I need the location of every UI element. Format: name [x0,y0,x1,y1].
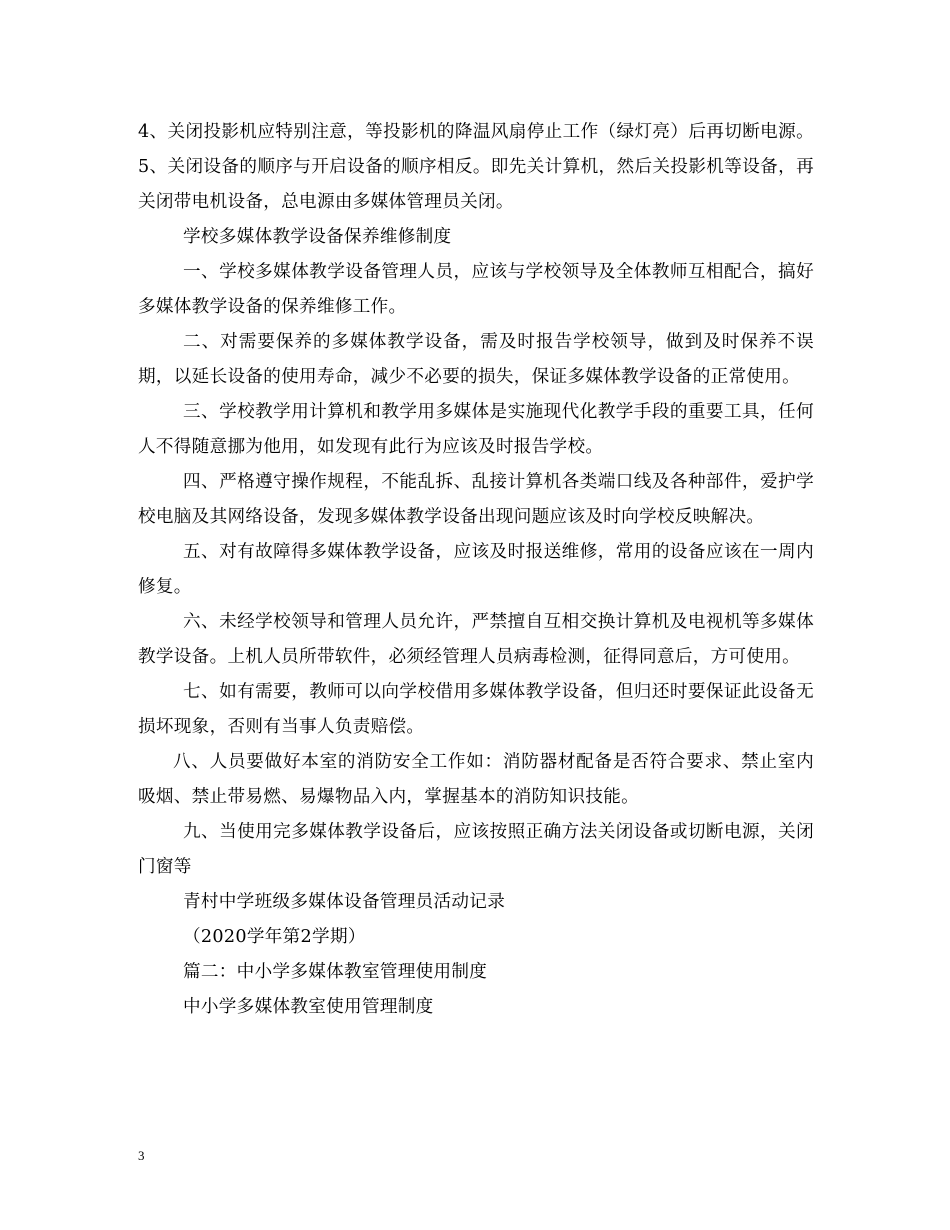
record-term: （2020学年第2学期） [183,927,366,947]
page-number: 3 [138,1148,145,1163]
rule-item-7: 七、如有需要，教师可以向学校借用多媒体教学设备，但归还时要保证此设备无损坏现象，否则有当事人负责赔偿。 [138,682,814,737]
rule-item-1: 一、学校多媒体教学设备管理人员，应该与学校领导及全体教师互相配合，搞好多媒体教学设备的保养维修工作。 [138,262,814,317]
chapter-subtitle: 中小学多媒体教室使用管理制度 [183,997,434,1017]
section-title-maintenance: 学校多媒体教学设备保养维修制度 [183,227,452,247]
rule-item-9: 九、当使用完多媒体教学设备后，应该按照正确方法关闭设备或切断电源，关闭门窗等 [138,822,814,877]
rule-item-3: 三、学校教学用计算机和教学用多媒体是实施现代化教学手段的重要工具，任何人不得随意挪为他用，如发现有此行为应该及时报告学校。 [138,402,814,457]
document-body [138,115,814,1025]
rule-item-5: 五、对有故障得多媒体教学设备，应该及时报送维修，常用的设备应该在一周内修复。 [138,542,814,597]
rule-item-8: 八、人员要做好本室的消防安全工作如：消防器材配备是否符合要求、禁止室内吸烟、禁止带易燃、易爆物品入内，掌握基本的消防知识技能。 [138,752,814,807]
rule-item-6: 六、未经学校领导和管理人员允许，严禁擅自互相交换计算机及电视机等多媒体教学设备。上机人员所带软件，必须经管理人员病毒检测，征得同意后，方可使用。 [138,612,814,667]
record-title: 青村中学班级多媒体设备管理员活动记录 [183,892,506,912]
paragraph-shutdown-steps: 4、关闭投影机应特别注意，等投影机的降温风扇停止工作（绿灯亮）后再切断电源。 5、关闭设备的顺序与开启设备的顺序相反。即先关计算机，然后关投影机等设备，再关闭带电机设备，总电源由多媒体管理员关闭。 [138,122,814,212]
chapter-title: 篇二：中小学多媒体教室管理使用制度 [183,962,488,982]
rule-item-4: 四、严格遵守操作规程，不能乱拆、乱接计算机各类端口线及各种部件，爱护学校电脑及其网络设备，发现多媒体教学设备出现问题应该及时向学校反映解决。 [138,472,814,527]
rule-item-2: 二、对需要保养的多媒体教学设备，需及时报告学校领导，做到及时保养不误期，以延长设备的使用寿命，减少不必要的损失，保证多媒体教学设备的正常使用。 [138,332,814,387]
